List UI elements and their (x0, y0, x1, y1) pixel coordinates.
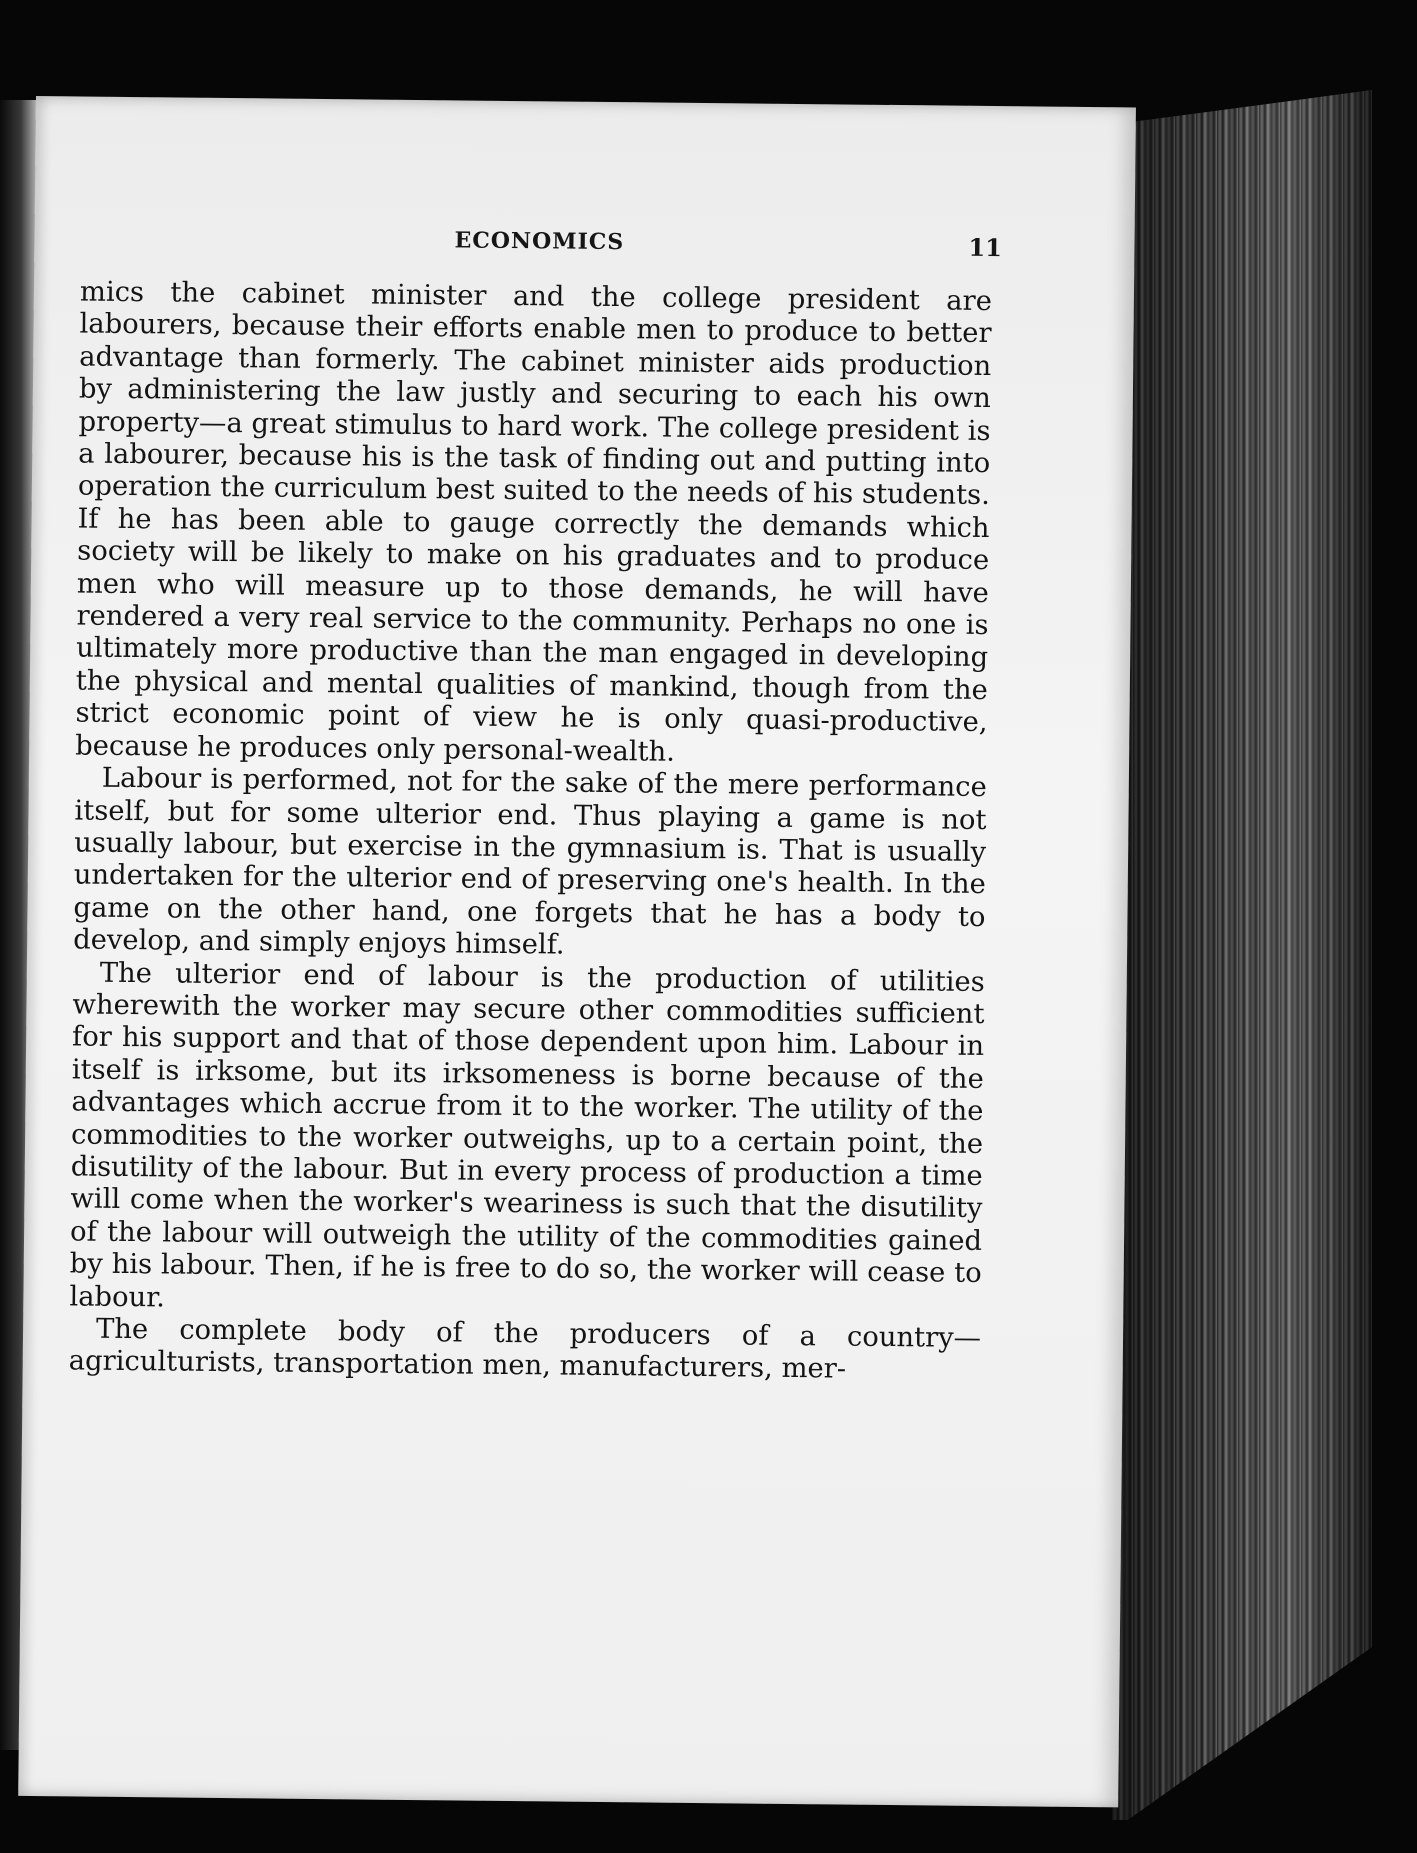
running-head (34, 223, 1134, 275)
paragraph-labour-performed: Labour is performed, not for the sake of the mere performance itself, but for some ulterior end. Thus playing a game is not usually labour, but exercise in the gymnasium is. That is usually undertaken for the ulterior end of preserving one's health. In the game on the other hand, one forgets that he has a body to develop, and simply enjoys himself. (73, 762, 987, 961)
running-head-title: ECONOMICS (454, 227, 625, 256)
page-block-shadow (1112, 90, 1372, 1820)
body-text (69, 276, 992, 1387)
page-number: 11 (968, 232, 1003, 263)
paragraph-continued: mics the cabinet minister and the college president are labourers, because their efforts enable men to produce to better advantage than formerly. The cabinet minister aids production by administering the law justly and securing to each his own property—a great stimulus to hard work. The college president is a labourer, because his is the task of finding out and putting into operation the curriculum best suited to the needs of his students. If he has been able to gauge correctly the demands which society will be likely to make on his graduates and to produce men who will measure up to those demands, he will have rendered a very real service to the community. Perhaps no one is ultimately more productive than the man engaged in developing the physical and mental qualities of mankind, though from the strict economic point of view he is only quasi-productive, because he produces only personal-wealth. (75, 276, 993, 768)
paragraph-producers: The complete body of the producers of a country—agriculturists, transportation men, manufacturers, mer- (68, 1313, 982, 1385)
paragraph-ulterior-end: The ulterior end of labour is the production of utilities wherewith the worker may secure other commodities sufficient for his support and that of those dependent upon him. Labour in itself is irksome, but its irksomeness is borne because of the advantages which accrue from it to the worker. The utility of the commodities to the worker outweighs, up to a certain point, the disutility of the labour. But in every process of production a time will come when the worker's weariness is such that the disutility of the labour will outweigh the utility of the commodities gained by his labour. Then, if he is free to do so, the worker will cease to labour. (69, 957, 985, 1314)
book-page (18, 96, 1136, 1807)
